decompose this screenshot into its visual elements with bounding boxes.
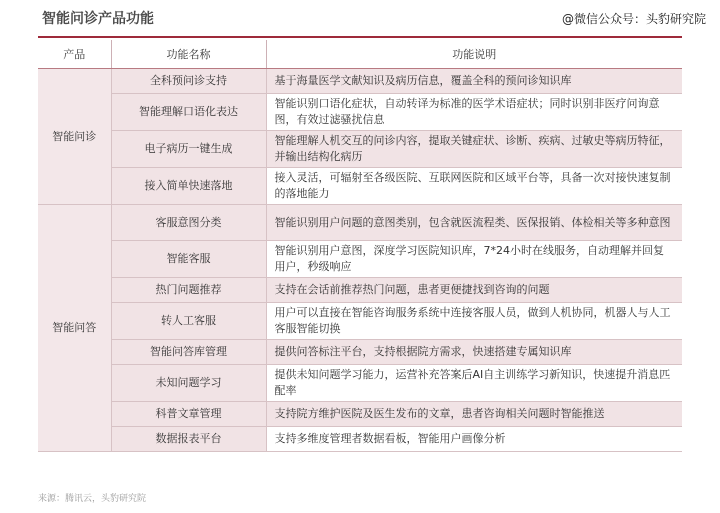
feature-name-cell: 智能理解口语化表达 [111, 94, 266, 131]
feature-name-cell: 智能问答库管理 [111, 340, 266, 365]
column-header-product: 产品 [38, 40, 111, 69]
table-row [38, 131, 682, 168]
feature-description-cell: 支持在会话前推荐热门问题，患者更便捷找到咨询的问题 [266, 278, 682, 303]
feature-description-cell: 基于海量医学文献知识及病历信息，覆盖全科的预问诊知识库 [266, 69, 682, 94]
feature-description-cell: 用户可以直接在智能咨询服务系统中连接客服人员，做到人机协同，机器人与人工客服智能切换 [266, 303, 682, 340]
table-row [38, 205, 682, 241]
product-cell: 智能问答 [38, 205, 111, 452]
watermark-text: @微信公众号：头豹研究院 [561, 12, 706, 26]
feature-name-cell: 数据报表平台 [111, 427, 266, 452]
feature-description-cell: 提供未知问题学习能力，运营补充答案后AI自主训练学习新知识，快速提升消息匹配率 [266, 365, 682, 402]
feature-name-cell: 电子病历一键生成 [111, 131, 266, 168]
source-note: 来源：腾讯云，头豹研究院 [38, 494, 147, 504]
feature-description-cell: 支持院方维护医院及医生发布的文章，患者咨询相关问题时智能推送 [266, 402, 682, 427]
table-row [38, 365, 682, 402]
feature-description-cell: 提供问答标注平台，支持根据院方需求，快速搭建专属知识库 [266, 340, 682, 365]
table-row [38, 427, 682, 452]
table-row [38, 303, 682, 340]
product-cell: 智能问诊 [38, 69, 111, 205]
feature-description-cell: 智能理解人机交互的问诊内容，提取关键症状、诊断、疾病、过敏史等病历特征，并输出结构化病历 [266, 131, 682, 168]
feature-description-cell: 智能识别口语化症状，自动转译为标准的医学术语症状；同时识别非医疗问询意图，有效过滤骚扰信息 [266, 94, 682, 131]
header-divider [38, 36, 682, 38]
table-row [38, 340, 682, 365]
column-header-feature-name: 功能名称 [111, 40, 266, 69]
feature-name-cell: 热门问题推荐 [111, 278, 266, 303]
column-header-feature-description: 功能说明 [266, 40, 682, 69]
feature-name-cell: 客服意图分类 [111, 205, 266, 241]
feature-description-cell: 智能识别用户意图，深度学习医院知识库，7*24小时在线服务，自动理解并回复用户，秒级响应 [266, 241, 682, 278]
feature-description-cell: 智能识别用户问题的意图类别，包含就医流程类、医保报销、体检相关等多种意图 [266, 205, 682, 241]
feature-name-cell: 转人工客服 [111, 303, 266, 340]
table-row [38, 241, 682, 278]
feature-table [38, 40, 682, 452]
feature-name-cell: 科普文章管理 [111, 402, 266, 427]
table-row [38, 94, 682, 131]
feature-description-cell: 接入灵活，可辐射至各级医院、互联网医院和区域平台等，具备一次对接快速复制的落地能力 [266, 168, 682, 205]
feature-name-cell: 未知问题学习 [111, 365, 266, 402]
feature-name-cell: 接入简单快速落地 [111, 168, 266, 205]
table-header-row [38, 40, 682, 69]
feature-name-cell: 智能客服 [111, 241, 266, 278]
table-row [38, 402, 682, 427]
table-row [38, 168, 682, 205]
page-title: 智能问诊产品功能 [42, 11, 154, 27]
table-row [38, 278, 682, 303]
feature-description-cell: 支持多维度管理者数据看板，智能用户画像分析 [266, 427, 682, 452]
feature-name-cell: 全科预问诊支持 [111, 69, 266, 94]
table-row [38, 69, 682, 94]
